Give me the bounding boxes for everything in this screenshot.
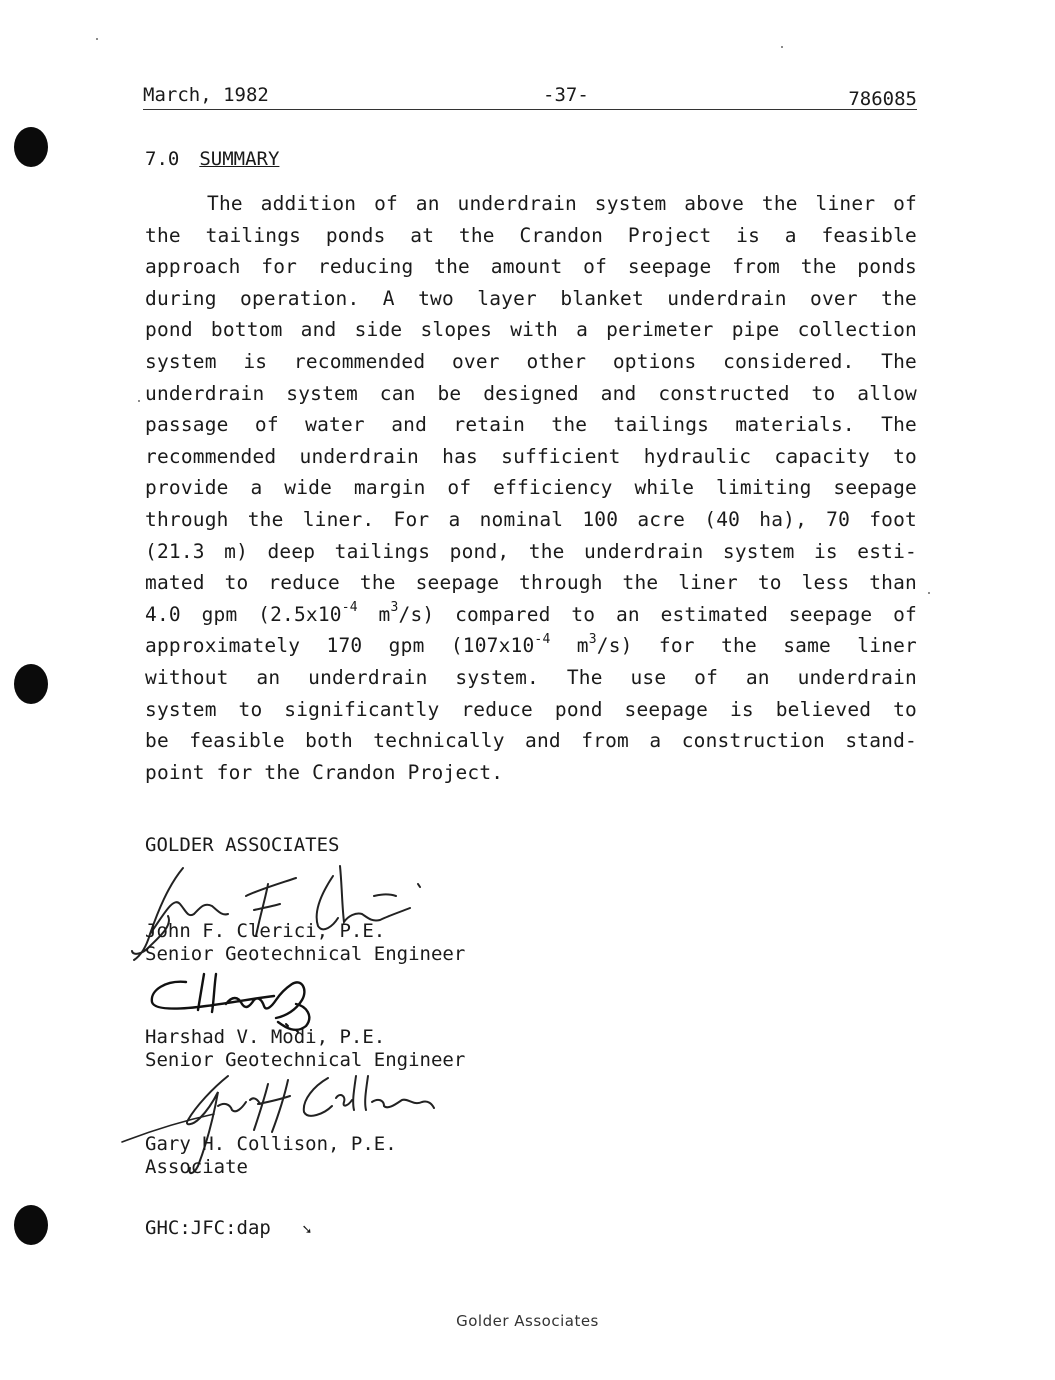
exponent: 3 — [390, 600, 399, 616]
arrow-mark-icon: ➘ — [302, 1220, 312, 1238]
header-rule — [143, 109, 917, 110]
paragraph-line: point for the Crandon Project. — [145, 760, 504, 784]
header-page-number: -37- — [543, 84, 589, 106]
paragraph-line: (21.3 m) deep tailings pond, the underdrain system is esti- — [145, 539, 917, 563]
binder-hole — [14, 127, 48, 167]
line-text: m — [357, 602, 391, 626]
paragraph-line: be feasible both technically and from a construction stand- — [145, 729, 917, 753]
line-text: 4.0 gpm (2.5x10 — [145, 602, 342, 626]
paragraph-line: recommended underdrain has sufficient hydraulic capacity to — [145, 444, 917, 468]
signatory-name: Gary H. Collison, P.E. — [145, 1133, 397, 1155]
paragraph-line: without an underdrain system. The use of an underdrain — [145, 665, 917, 689]
paragraph-line: pond bottom and side slopes with a perimeter pipe collection — [145, 318, 917, 342]
paragraph-line: through the liner. For a nominal 100 acre (40 ha), 70 foot — [145, 507, 917, 531]
signatory-modi — [145, 1026, 465, 1072]
paragraph-line: approach for reducing the amount of seepage from the ponds — [145, 255, 917, 279]
signatory-clerici — [145, 920, 465, 966]
line-text: /s) compared to an estimated seepage of — [398, 602, 917, 626]
typist-initials — [145, 1217, 311, 1239]
paragraph-line: underdrain system can be designed and constructed to allow — [145, 381, 917, 405]
line-text: m — [550, 634, 589, 658]
paragraph-line: passage of water and retain the tailings materials. The — [145, 413, 917, 437]
signatory-name: Harshad V. Modi, P.E. — [145, 1026, 386, 1048]
exponent: -4 — [534, 631, 551, 647]
paragraph-line: system to significantly reduce pond seepage is believed to — [145, 697, 917, 721]
page-header — [143, 84, 917, 110]
exponent: -4 — [341, 600, 358, 616]
section-heading — [145, 148, 279, 170]
header-date: March, 1982 — [143, 84, 269, 106]
page-footer: Golder Associates — [456, 1312, 599, 1330]
scan-speck — [781, 46, 783, 48]
signatory-collison — [145, 1133, 397, 1179]
section-number: 7.0 — [145, 148, 180, 170]
line-text: approximately 170 gpm (107x10 — [145, 634, 535, 658]
header-document-number: 786085 — [848, 88, 917, 110]
paragraph-line: The addition of an underdrain system above the liner of — [207, 192, 917, 215]
paragraph-line: system is recommended over other options considered. The — [145, 349, 917, 373]
line-text: /s) for the same liner — [596, 634, 917, 658]
initials-text: GHC:JFC:dap — [145, 1217, 271, 1239]
summary-paragraph — [145, 188, 917, 788]
paragraph-line: mated to reduce the seepage through the liner to less than — [145, 571, 917, 595]
binder-hole — [14, 1205, 48, 1245]
signatory-name: John F. Clerici, P.E. — [145, 920, 386, 942]
company-name: GOLDER ASSOCIATES — [145, 834, 340, 856]
binder-hole — [14, 664, 48, 704]
signatory-title: Senior Geotechnical Engineer — [145, 1049, 466, 1071]
paragraph-line-formula — [145, 599, 917, 631]
signatory-title: Senior Geotechnical Engineer — [145, 943, 466, 965]
scan-speck — [96, 38, 98, 40]
paragraph-line: during operation. A two layer blanket underdrain over the — [145, 286, 917, 310]
paragraph-line: provide a wide margin of efficiency while limiting seepage — [145, 476, 917, 500]
scan-speck — [138, 400, 140, 402]
section-title: SUMMARY — [199, 148, 280, 170]
signatory-title: Associate — [145, 1156, 248, 1178]
paragraph-line: the tailings ponds at the Crandon Project is a feasible — [145, 223, 917, 247]
scan-speck — [928, 592, 930, 594]
paragraph-line-formula — [145, 630, 917, 662]
exponent: 3 — [588, 631, 597, 647]
